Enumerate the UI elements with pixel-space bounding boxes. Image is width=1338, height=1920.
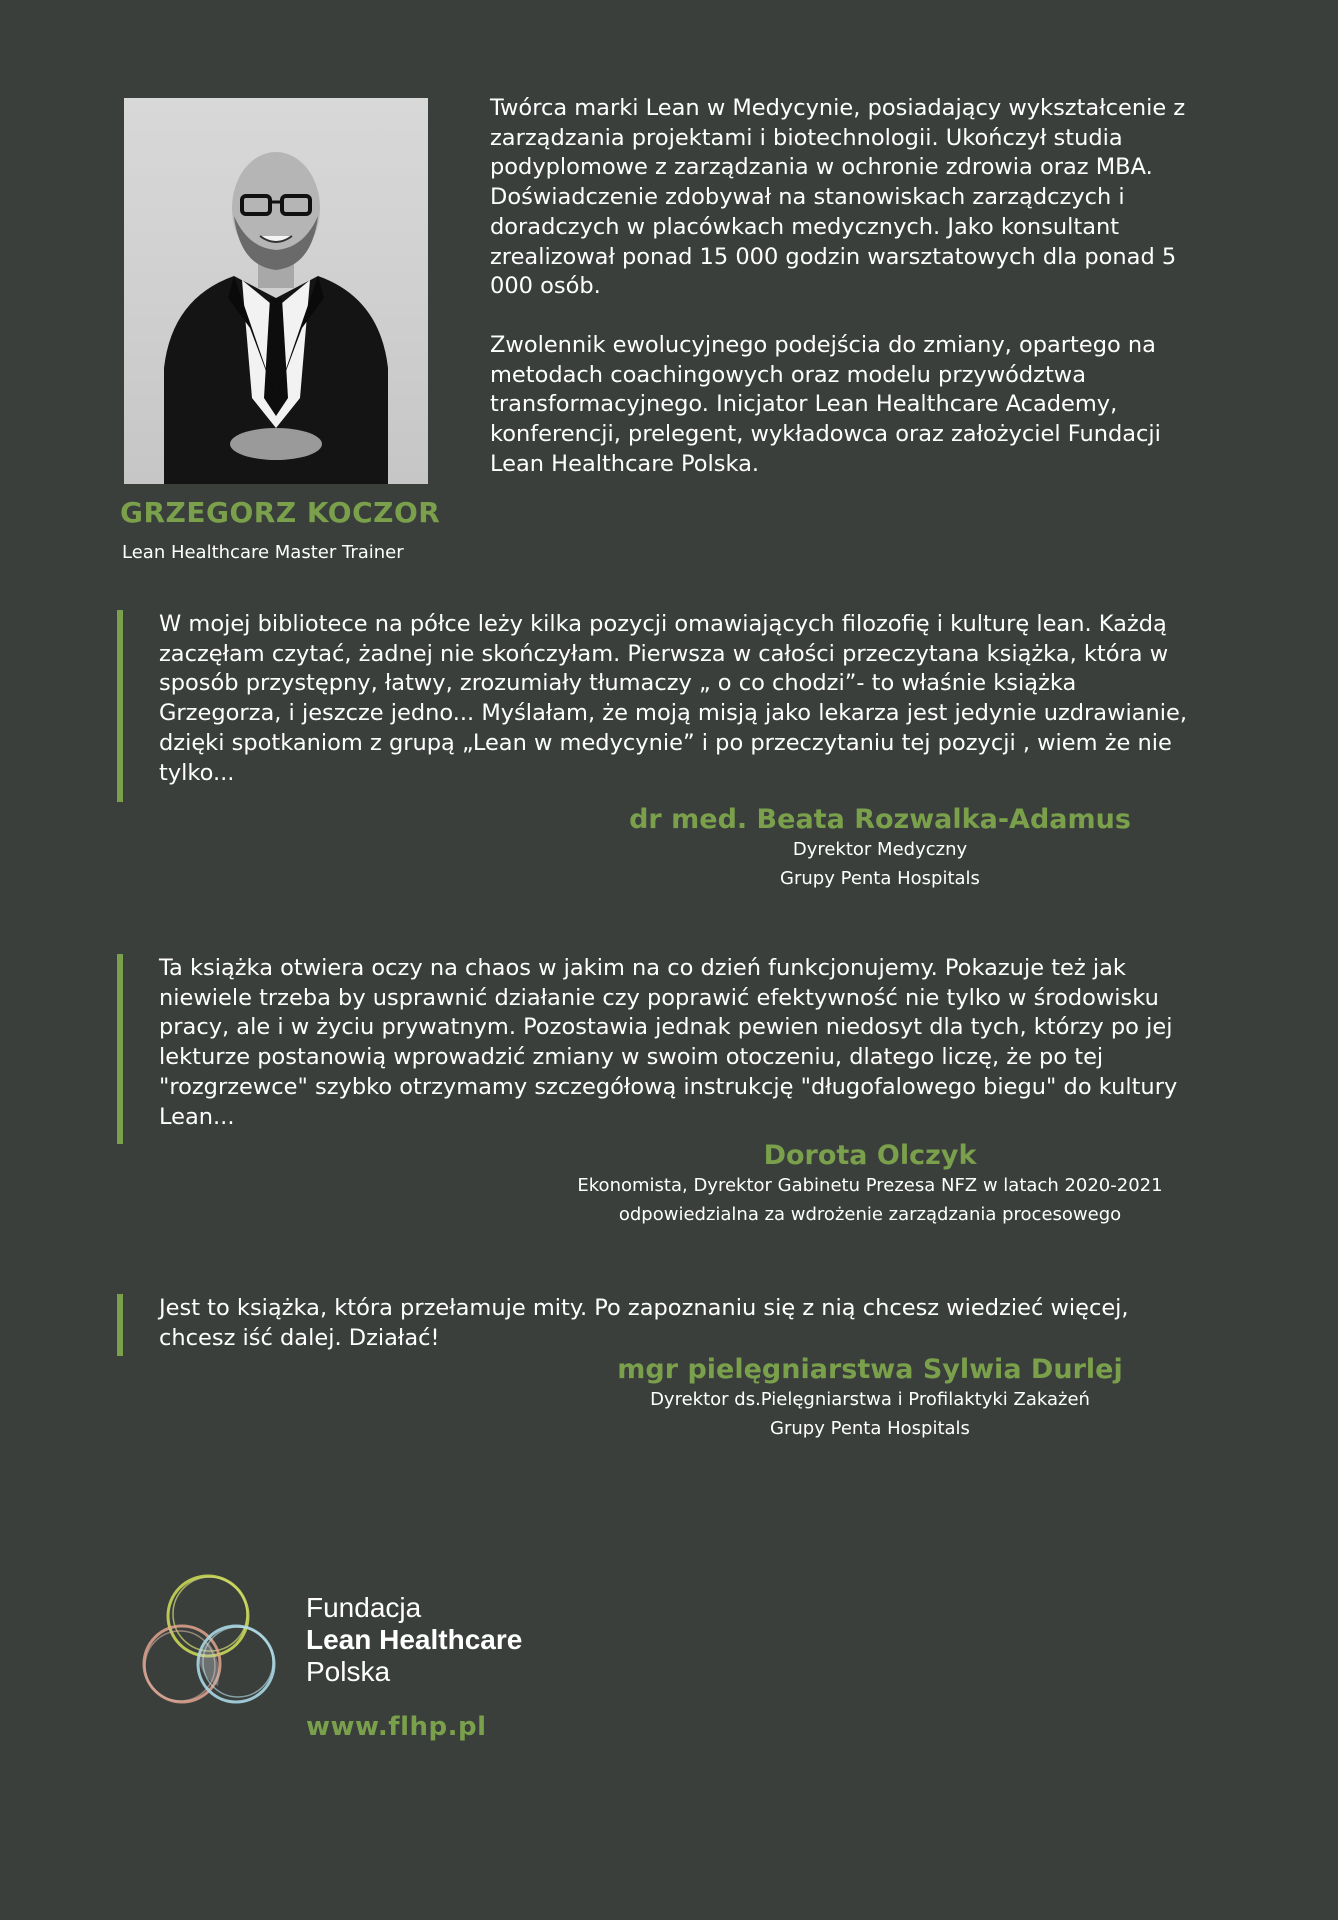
signature-role: Dyrektor Medyczny [792,839,968,860]
testimonial-signature-2 [540,1140,1200,1229]
logo-line: Polska [306,1656,391,1687]
signature-role: Grupy Penta Hospitals [780,868,980,889]
testimonial-signature-1 [620,804,1140,893]
logo-line: Lean Healthcare [306,1624,523,1655]
quote-text: Ta książka otwiera oczy na chaos w jakim na co dzień funkcjonujemy. Pokazuje też jak niewiele trzeba by usprawnić działanie czy poprawić efektywność nie tylko w środowisku pracy, ale i w życiu prywatnym. Pozostawia jednak pewien niedosyt dla tych, którzy po jej lekturze postanowią wprowadzić zmiany w swoim otoczeniu, dlatego liczę, że po tej "rozgrzewce" szybko otrzymamy szczegółową instrukcję "długofalowego biegu" do kultury Lean... [159,955,1178,1130]
testimonial-quote-3 [117,1294,1189,1356]
foundation-logo-text [306,1592,522,1688]
signature-role: Ekonomista, Dyrektor Gabinetu Prezesa NFZ w latach 2020-2021 [577,1175,1163,1196]
signature-role: Grupy Penta Hospitals [770,1418,970,1439]
quote-text: W mojej bibliotece na półce leży kilka pozycji omawiających filozofię i kulturę lean. Każdą zaczęłam czytać, żadnej nie skończyłam. Pierwsza w całości przeczytana książka, która w sposób przystępny, łatwy, zrozumiały tłumaczy „ o co chodzi”- to właśnie książka Grzegorza, i jeszcze jedno... Myślałam, że moją misją jako lekarza jest jedynie uzdrawianie, dzięki spotkaniom z grupą „Lean w medycynie” i po przeczytaniu tej pozycji , wiem że nie tylko... [159,611,1188,786]
foundation-logo-icon [136,1568,296,1708]
testimonial-quote-1 [117,610,1189,802]
testimonial-signature-3 [610,1354,1130,1443]
logo-line: Fundacja [306,1592,422,1623]
testimonial-quote-2 [117,954,1189,1144]
author-role: Lean Healthcare Master Trainer [122,542,404,563]
author-bio [490,94,1210,508]
signature-name: dr med. Beata Rozwalka-Adamus [629,804,1131,835]
logo-circles-icon [136,1568,296,1708]
signature-name: mgr pielęgniarstwa Sylwia Durlej [617,1354,1123,1385]
signature-name: Dorota Olczyk [763,1140,977,1171]
quote-text: Jest to książka, która przełamuje mity. Po zapoznaniu się z nią chcesz wiedzieć więcej, chcesz iść dalej. Działać! [159,1295,1129,1351]
signature-role: odpowiedzialna za wdrożenie zarządzania procesowego [618,1204,1122,1225]
signature-role: Dyrektor ds.Pielęgniarstwa i Profilaktyki Zakażeń [650,1389,1090,1410]
bio-paragraph: Twórca marki Lean w Medycynie, posiadający wykształcenie z zarządzania projektami i biotechnologii. Ukończył studia podyplomowe z zarządzania w ochronie zdrowia oraz MBA. Doświadczenie zdobywał na stanowiskach zarządczych i doradczych w placówkach medycznych. Jako konsultant zrealizował ponad 15 000 godzin warsztatowych dla ponad 5 000 osób. [490,95,1186,300]
author-name: GRZEGORZ KOCZOR [120,496,441,529]
author-portrait-illustration [124,98,428,484]
bio-paragraph: Zwolennik ewolucyjnego podejścia do zmiany, opartego na metodach coachingowych oraz modelu przywództwa transformacyjnego. Inicjator Lean Healthcare Academy, konferencji, prelegent, wykładowca oraz założyciel Fundacji Lean Healthcare Polska. [490,331,1161,477]
website-link[interactable]: www.flhp.pl [306,1712,487,1742]
author-photo [124,98,428,484]
